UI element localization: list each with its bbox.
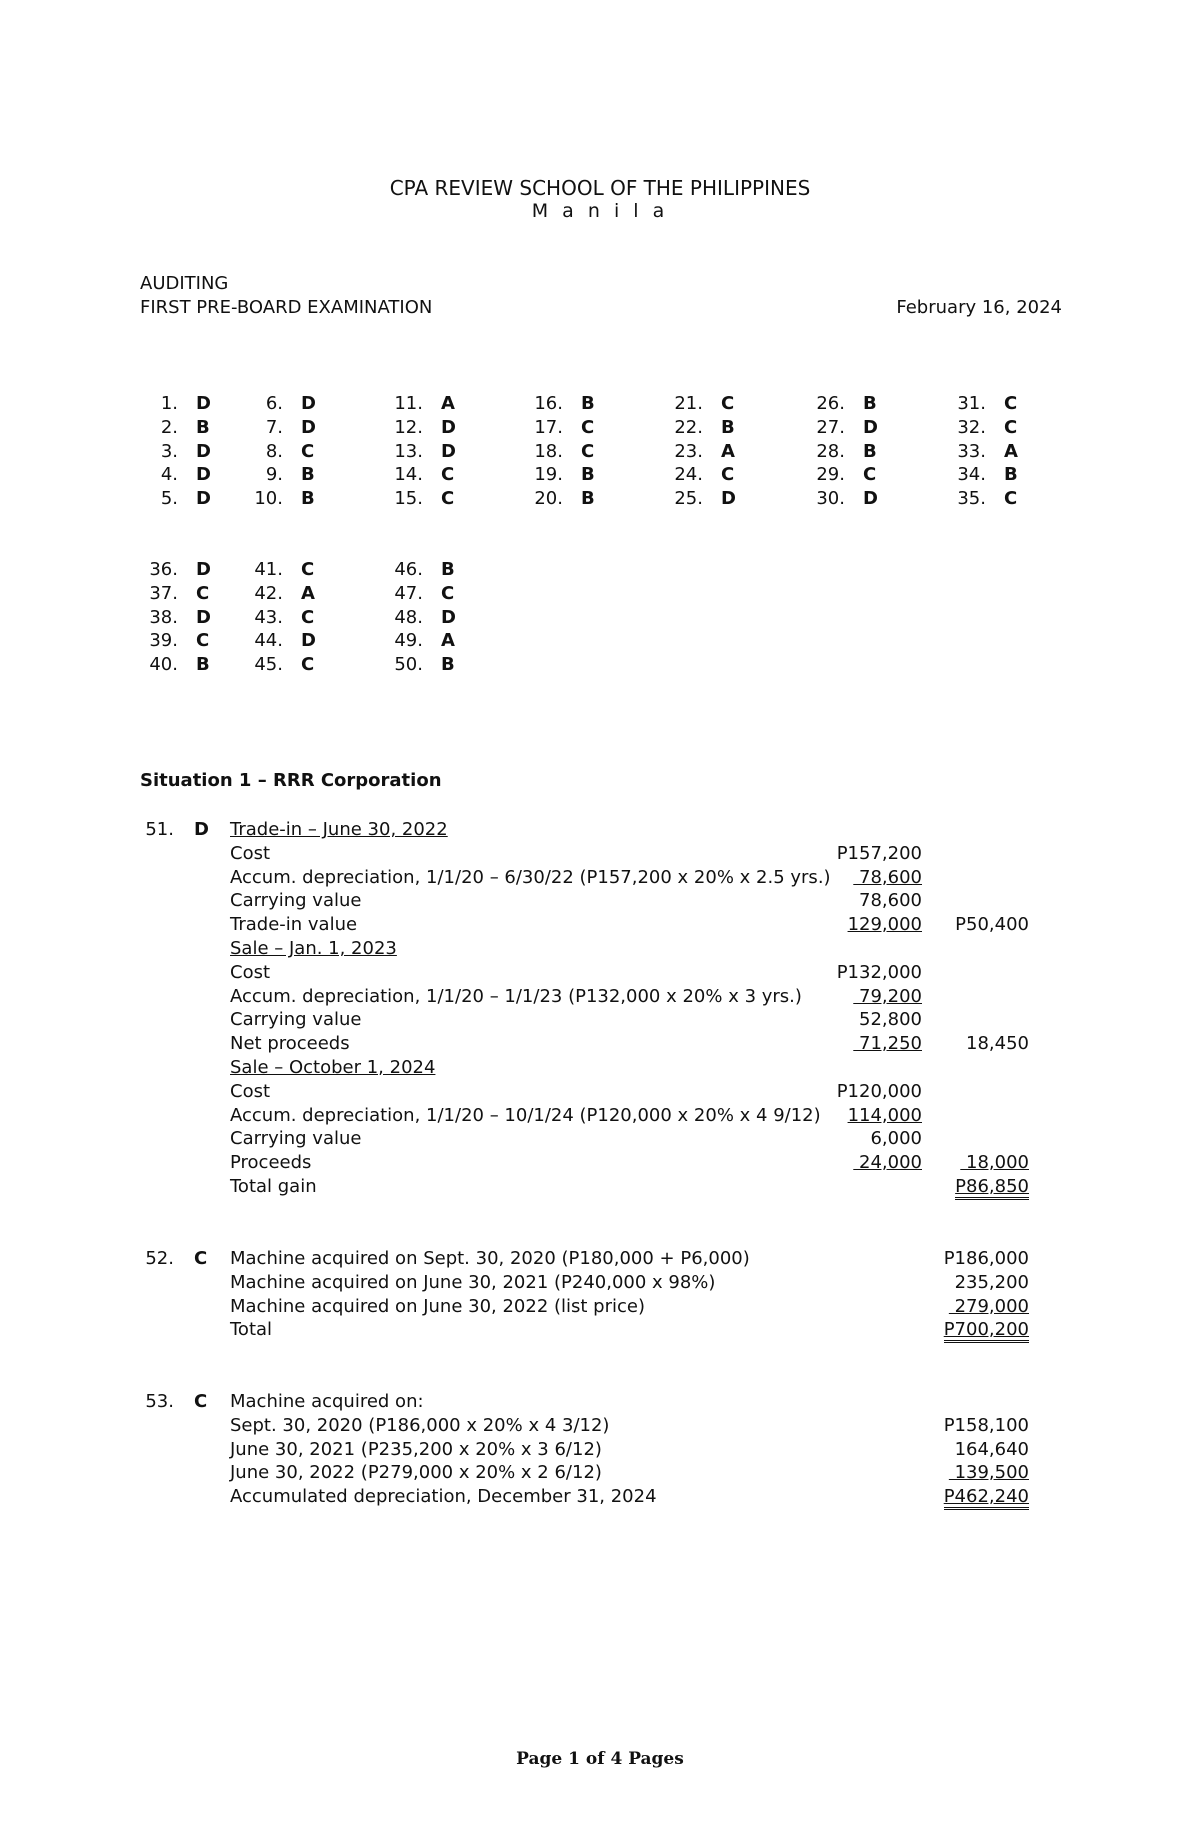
answer-number: 46. [394, 559, 423, 580]
answer-item [807, 463, 878, 487]
answer-letter: D [196, 440, 211, 462]
answer-item [245, 392, 316, 416]
amount-cell [837, 843, 922, 864]
answer-item [245, 582, 316, 606]
answer-letter: B [581, 393, 595, 414]
amount-cell [837, 962, 922, 983]
answer-item [385, 629, 456, 653]
solution-label: Sale – Jan. 1, 2023 [230, 938, 397, 959]
answer-item [245, 629, 316, 653]
answer-item [140, 392, 211, 416]
answer-number: 24. [674, 464, 703, 486]
answer-item [385, 606, 456, 630]
answer-item [245, 653, 316, 677]
answer-column [385, 558, 456, 677]
amount-column-2: P86,850 [955, 1176, 1029, 1200]
solution-label: Accum. depreciation, 1/1/20 – 1/1/23 (P132,000 x 20% x 3 yrs.) [230, 985, 802, 1007]
answer-letter: C [441, 488, 455, 510]
answer-number: 40. [149, 654, 178, 676]
answer-number: 42. [254, 582, 283, 604]
answer-letter: C [196, 630, 210, 652]
solution-label: Sept. 30, 2020 (P186,000 x 20% x 4 3/12) [230, 1414, 610, 1436]
solution-label: Carrying value [230, 1009, 362, 1031]
solution-label: Cost [230, 961, 271, 983]
answer-number: 26. [816, 393, 845, 414]
answer-item [385, 392, 456, 416]
answer-number: 17. [534, 416, 563, 438]
exam-title: FIRST PRE-BOARD EXAMINATION [140, 297, 433, 318]
answer-number: 22. [674, 416, 703, 438]
amount-column-2: 139,500 [948, 1462, 1029, 1484]
answer-letter: A [1004, 440, 1018, 462]
answer-item [807, 440, 878, 464]
question-answer: D [194, 819, 209, 840]
amount-cell [859, 1009, 922, 1030]
answer-number: 20. [534, 488, 563, 510]
answer-letter: D [196, 464, 211, 486]
amount-column-1: 78,600 [859, 890, 922, 912]
answer-item [807, 487, 878, 511]
answer-item [245, 463, 316, 487]
amount-cell [949, 1296, 1029, 1317]
answer-number: 19. [534, 464, 563, 486]
answer-number: 10. [254, 488, 283, 510]
answer-number: 21. [674, 393, 703, 414]
answer-letter: D [196, 606, 211, 628]
solution-label: Trade-in – June 30, 2022 [230, 819, 448, 840]
answer-letter: D [863, 416, 878, 438]
solution-label: Carrying value [230, 1128, 362, 1150]
answer-letter: C [581, 416, 595, 438]
answer-letter: D [196, 488, 211, 510]
answer-letter: C [1004, 416, 1018, 438]
amount-column-2: 18,000 [960, 1152, 1029, 1174]
amount-column-2: P700,200 [944, 1319, 1029, 1343]
answer-item [140, 440, 211, 464]
amount-column-2: 164,640 [954, 1438, 1029, 1460]
answer-number: 35. [957, 488, 986, 510]
answer-letter: B [301, 464, 315, 486]
answer-item [245, 416, 316, 440]
answer-letter: B [301, 488, 315, 510]
answer-number: 48. [394, 606, 423, 628]
answer-column [525, 392, 595, 511]
answer-number: 49. [394, 630, 423, 652]
answer-number: 37. [149, 582, 178, 604]
amount-cell [853, 986, 922, 1007]
answer-item [807, 392, 878, 416]
solution-label: Sale – October 1, 2024 [230, 1057, 436, 1078]
answer-item [140, 487, 211, 511]
answer-column [385, 392, 456, 511]
answer-item [385, 416, 456, 440]
answer-letter: B [441, 654, 455, 676]
amount-column-2: 279,000 [948, 1295, 1029, 1317]
question-number: 53. [145, 1391, 174, 1412]
amount-cell [949, 1462, 1029, 1483]
answer-item [948, 440, 1018, 464]
answer-item [385, 487, 456, 511]
answer-number: 4. [160, 464, 178, 486]
answer-item [140, 653, 211, 677]
answer-letter: D [301, 393, 316, 414]
answer-letter: B [863, 440, 877, 462]
answer-column [245, 558, 316, 677]
answer-letter: B [196, 654, 210, 676]
answer-number: 2. [160, 416, 178, 438]
solution-label: Trade-in value [230, 914, 358, 936]
answer-number: 36. [149, 559, 178, 580]
answer-item [385, 463, 456, 487]
answer-number: 32. [957, 416, 986, 438]
school-name: CPA REVIEW SCHOOL OF THE PHILIPPINES [389, 176, 811, 200]
answer-item [245, 606, 316, 630]
answer-item [140, 463, 211, 487]
answer-item [665, 440, 736, 464]
amount-column-1: 6,000 [870, 1128, 922, 1150]
answer-letter: D [301, 630, 316, 652]
answer-letter: A [721, 440, 735, 462]
answer-number: 3. [160, 440, 178, 462]
amount-cell [859, 890, 922, 911]
amount-column-1: P157,200 [836, 842, 922, 864]
amount-cell [853, 867, 922, 888]
answer-item [948, 392, 1018, 416]
amount-cell [944, 1486, 1029, 1507]
answer-letter: D [301, 416, 316, 438]
answer-letter: C [441, 464, 455, 486]
answer-letter: C [1004, 488, 1018, 510]
answer-number: 7. [265, 416, 283, 438]
answer-item [140, 629, 211, 653]
answer-number: 25. [674, 488, 703, 510]
answer-item [807, 416, 878, 440]
answer-letter: D [721, 488, 736, 510]
solution-label: Machine acquired on June 30, 2022 (list price) [230, 1295, 646, 1317]
amount-cell [955, 914, 1029, 935]
solution-label: Machine acquired on Sept. 30, 2020 (P180,000 + P6,000) [230, 1248, 750, 1269]
solution-label: June 30, 2021 (P235,200 x 20% x 3 6/12) [230, 1438, 602, 1460]
answer-number: 12. [394, 416, 423, 438]
answer-number: 6. [265, 393, 283, 414]
solution-label: Accum. depreciation, 1/1/20 – 6/30/22 (P157,200 x 20% x 2.5 yrs.) [230, 866, 831, 888]
answer-number: 45. [254, 654, 283, 676]
answer-number: 34. [957, 464, 986, 486]
answer-letter: A [441, 630, 455, 652]
answer-item [385, 582, 456, 606]
solution-label: Accum. depreciation, 1/1/20 – 10/1/24 (P120,000 x 20% x 4 9/12) [230, 1104, 821, 1126]
amount-column-2: P462,240 [944, 1486, 1029, 1510]
amount-column-1: 129,000 [847, 914, 922, 936]
answer-item [245, 487, 316, 511]
exam-date: February 16, 2024 [896, 297, 1062, 318]
answer-number: 44. [254, 630, 283, 652]
amount-cell [966, 1033, 1029, 1054]
answer-letter: C [721, 393, 735, 414]
answer-number: 41. [254, 559, 283, 580]
answer-letter: D [441, 416, 456, 438]
answer-letter: C [581, 440, 595, 462]
answer-letter: C [721, 464, 735, 486]
amount-cell [955, 1272, 1029, 1293]
answer-number: 27. [816, 416, 845, 438]
answer-number: 47. [394, 582, 423, 604]
solution-label: Total [230, 1319, 273, 1341]
answer-letter: B [1004, 464, 1018, 486]
amount-cell [944, 1415, 1029, 1436]
amount-column-1: 114,000 [847, 1104, 922, 1126]
amount-column-2: P50,400 [955, 914, 1029, 936]
answer-column [140, 558, 211, 677]
answer-item [948, 416, 1018, 440]
answer-number: 28. [816, 440, 845, 462]
solution-label: Net proceeds [230, 1033, 350, 1055]
amount-column-1: 52,800 [859, 1009, 922, 1031]
solution-label: June 30, 2022 (P279,000 x 20% x 2 6/12) [230, 1462, 602, 1484]
answer-letter: D [441, 606, 456, 628]
answer-letter: C [441, 582, 455, 604]
situation-title: Situation 1 – RRR Corporation [140, 770, 442, 791]
question-number: 52. [145, 1248, 174, 1269]
answer-number: 50. [394, 654, 423, 676]
answer-letter: C [301, 606, 315, 628]
solution-label: Total gain [230, 1176, 317, 1197]
answer-number: 33. [957, 440, 986, 462]
solution-label: Accumulated depreciation, December 31, 2024 [230, 1486, 657, 1508]
amount-cell [955, 1439, 1029, 1460]
answer-number: 14. [394, 464, 423, 486]
answer-number: 39. [149, 630, 178, 652]
answer-item [665, 487, 736, 511]
answer-letter: D [441, 440, 456, 462]
answer-column [140, 392, 211, 511]
amount-column-2: 18,450 [966, 1033, 1029, 1055]
answer-letter: B [863, 393, 877, 414]
amount-cell [960, 1152, 1029, 1173]
answer-item [140, 582, 211, 606]
answer-item [525, 416, 595, 440]
answer-letter: D [863, 488, 878, 510]
answer-number: 13. [394, 440, 423, 462]
answer-item [140, 558, 211, 582]
answer-number: 16. [534, 393, 563, 414]
answer-number: 15. [394, 488, 423, 510]
amount-column-1: P132,000 [836, 961, 922, 983]
amount-cell [955, 1176, 1029, 1197]
answer-item [948, 487, 1018, 511]
answer-number: 43. [254, 606, 283, 628]
answer-letter: D [196, 393, 211, 414]
answer-letter: B [581, 488, 595, 510]
amount-cell [848, 1105, 922, 1126]
solution-label: Machine acquired on June 30, 2021 (P240,000 x 98%) [230, 1271, 716, 1293]
answer-item [245, 440, 316, 464]
amount-column-2: 235,200 [954, 1271, 1029, 1293]
answer-number: 38. [149, 606, 178, 628]
answer-letter: B [196, 416, 210, 438]
amount-cell [853, 1033, 922, 1054]
answer-column [807, 392, 878, 511]
amount-column-1: 24,000 [853, 1152, 922, 1174]
answer-item [665, 463, 736, 487]
amount-cell [853, 1152, 922, 1173]
answer-item [525, 463, 595, 487]
amount-column-1: 78,600 [853, 866, 922, 888]
answer-letter: B [441, 559, 455, 580]
answer-item [140, 416, 211, 440]
amount-column-1: 71,250 [853, 1033, 922, 1055]
solution-label: Cost [230, 1080, 271, 1102]
amount-column-2: P158,100 [943, 1414, 1029, 1436]
answer-number: 8. [265, 440, 283, 462]
answer-item [385, 558, 456, 582]
answer-number: 1. [160, 393, 178, 414]
answer-number: 29. [816, 464, 845, 486]
city: M a n i l a [531, 200, 669, 222]
amount-column-1: 79,200 [853, 985, 922, 1007]
answer-number: 30. [816, 488, 845, 510]
subject: AUDITING [140, 273, 229, 294]
solution-label: Cost [230, 842, 271, 864]
amount-cell [944, 1319, 1029, 1340]
answer-letter: C [196, 582, 210, 604]
answer-item [665, 392, 736, 416]
answer-letter: C [301, 440, 315, 462]
answer-item [665, 416, 736, 440]
answer-letter: C [301, 654, 315, 676]
answer-number: 23. [674, 440, 703, 462]
solution-label: Carrying value [230, 890, 362, 912]
answer-number: 9. [265, 464, 283, 486]
question-answer: C [194, 1391, 208, 1412]
amount-cell [870, 1128, 922, 1149]
answer-item [525, 392, 595, 416]
amount-cell [837, 1081, 922, 1102]
answer-letter: C [301, 559, 315, 580]
answer-letter: C [863, 464, 877, 486]
amount-cell [944, 1248, 1029, 1269]
answer-number: 11. [394, 393, 423, 414]
amount-column-1: P120,000 [836, 1080, 922, 1102]
answer-letter: B [721, 416, 735, 438]
answer-item [385, 440, 456, 464]
answer-item [140, 606, 211, 630]
page-footer: Page 1 of 4 Pages [516, 1749, 684, 1769]
question-answer: C [194, 1248, 208, 1269]
answer-number: 31. [957, 393, 986, 414]
answer-item [525, 440, 595, 464]
answer-letter: A [441, 393, 455, 414]
amount-column-2: P186,000 [943, 1248, 1029, 1269]
answer-column [948, 392, 1018, 511]
solution-label: Machine acquired on: [230, 1391, 424, 1412]
solution-label: Proceeds [230, 1152, 312, 1174]
answer-letter: B [581, 464, 595, 486]
question-number: 51. [145, 819, 174, 840]
answer-item [948, 463, 1018, 487]
answer-column [665, 392, 736, 511]
answer-letter: D [196, 559, 211, 580]
answer-column [245, 392, 316, 511]
answer-number: 5. [160, 488, 178, 510]
amount-cell [848, 914, 922, 935]
answer-item [385, 653, 456, 677]
answer-letter: A [301, 582, 315, 604]
answer-number: 18. [534, 440, 563, 462]
answer-item [525, 487, 595, 511]
answer-item [245, 558, 316, 582]
answer-letter: C [1004, 393, 1018, 414]
